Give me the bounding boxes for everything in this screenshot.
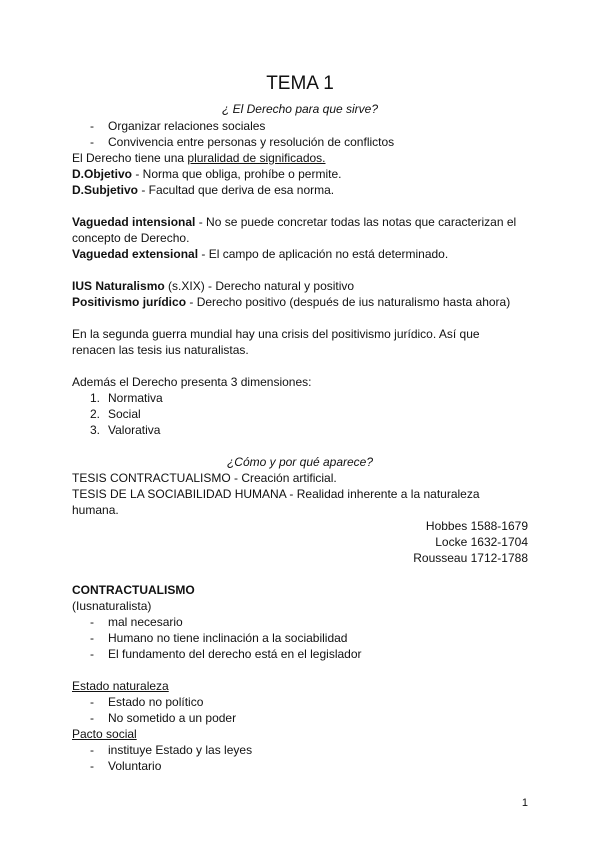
bullet-mark: - <box>90 135 94 149</box>
bullet-mark: - <box>90 631 94 645</box>
list-item: 2. Social <box>90 407 141 421</box>
list-item: - No sometido a un poder <box>90 711 237 725</box>
question-origin: ¿Cómo y por qué aparece? <box>226 455 374 469</box>
bullet-mark: - <box>90 759 94 773</box>
d-subjetivo: D.Subjetivo - Facultad que deriva de esa norma. <box>72 183 335 197</box>
page-title: TEMA 1 <box>266 73 334 94</box>
section-heading-contractualismo: CONTRACTUALISMO <box>72 583 195 597</box>
list-item: - Convivencia entre personas y resolución de conflictos <box>90 135 395 149</box>
list-item: - El fundamento del derecho está en el legislador <box>90 647 362 661</box>
tesis-sociabilidad: TESIS DE LA SOCIABILIDAD HUMANA - Realidad inherente a la naturaleza <box>72 487 480 501</box>
list-item: 3. Valorativa <box>90 423 161 437</box>
bullet-mark: - <box>90 743 94 757</box>
war-paragraph-2: renacen las tesis ius naturalistas. <box>72 343 249 357</box>
list-item: 1. Normativa <box>90 391 163 405</box>
bullet-mark: - <box>90 695 94 709</box>
page-number: 1 <box>521 797 528 809</box>
tesis-sociabilidad-cont: humana. <box>72 503 119 517</box>
d-objetivo: D.Objetivo - Norma que obliga, prohíbe o permite. <box>72 167 342 181</box>
war-paragraph-1: En la segunda guerra mundial hay una crisis del positivismo jurídico. Así que <box>72 327 480 341</box>
author-hobbes: Hobbes 1588-1679 <box>425 519 528 533</box>
vaguedad-intensional-cont: concepto de Derecho. <box>72 231 190 245</box>
bullet-mark: - <box>90 647 94 661</box>
bullet-mark: - <box>90 119 94 133</box>
list-item: - Humano no tiene inclinación a la sociabilidad <box>90 631 348 645</box>
tesis-contractualismo: TESIS CONTRACTUALISMO - Creación artificial. <box>72 471 337 485</box>
pacto-social-heading: Pacto social <box>72 727 137 741</box>
dimensions-intro: Además el Derecho presenta 3 dimensiones: <box>72 375 312 389</box>
positivismo-juridico: Positivismo jurídico - Derecho positivo (después de ius naturalismo hasta ahora) <box>72 295 511 309</box>
bullet-mark: - <box>90 711 94 725</box>
vaguedad-intensional: Vaguedad intensional - No se puede concretar todas las notas que caracterizan el <box>72 215 517 229</box>
question-purpose: ¿ El Derecho para que sirve? <box>221 102 379 116</box>
list-item: - Voluntario <box>90 759 162 773</box>
bullet-mark: - <box>90 615 94 629</box>
list-item: - Organizar relaciones sociales <box>90 119 266 133</box>
list-item: - Estado no político <box>90 695 204 709</box>
plurality-line: El Derecho tiene una pluralidad de significados. <box>72 151 326 165</box>
author-locke: Locke 1632-1704 <box>435 535 528 549</box>
list-item: - mal necesario <box>90 615 183 629</box>
author-rousseau: Rousseau 1712-1788 <box>413 551 528 565</box>
section-subheading: (Iusnaturalista) <box>72 599 152 613</box>
ius-naturalismo: IUS Naturalismo (s.XIX) - Derecho natural y positivo <box>72 279 355 293</box>
estado-naturaleza-heading: Estado naturaleza <box>72 679 169 693</box>
vaguedad-extensional: Vaguedad extensional - El campo de aplicación no está determinado. <box>72 247 449 261</box>
list-item: - instituye Estado y las leyes <box>90 743 253 757</box>
